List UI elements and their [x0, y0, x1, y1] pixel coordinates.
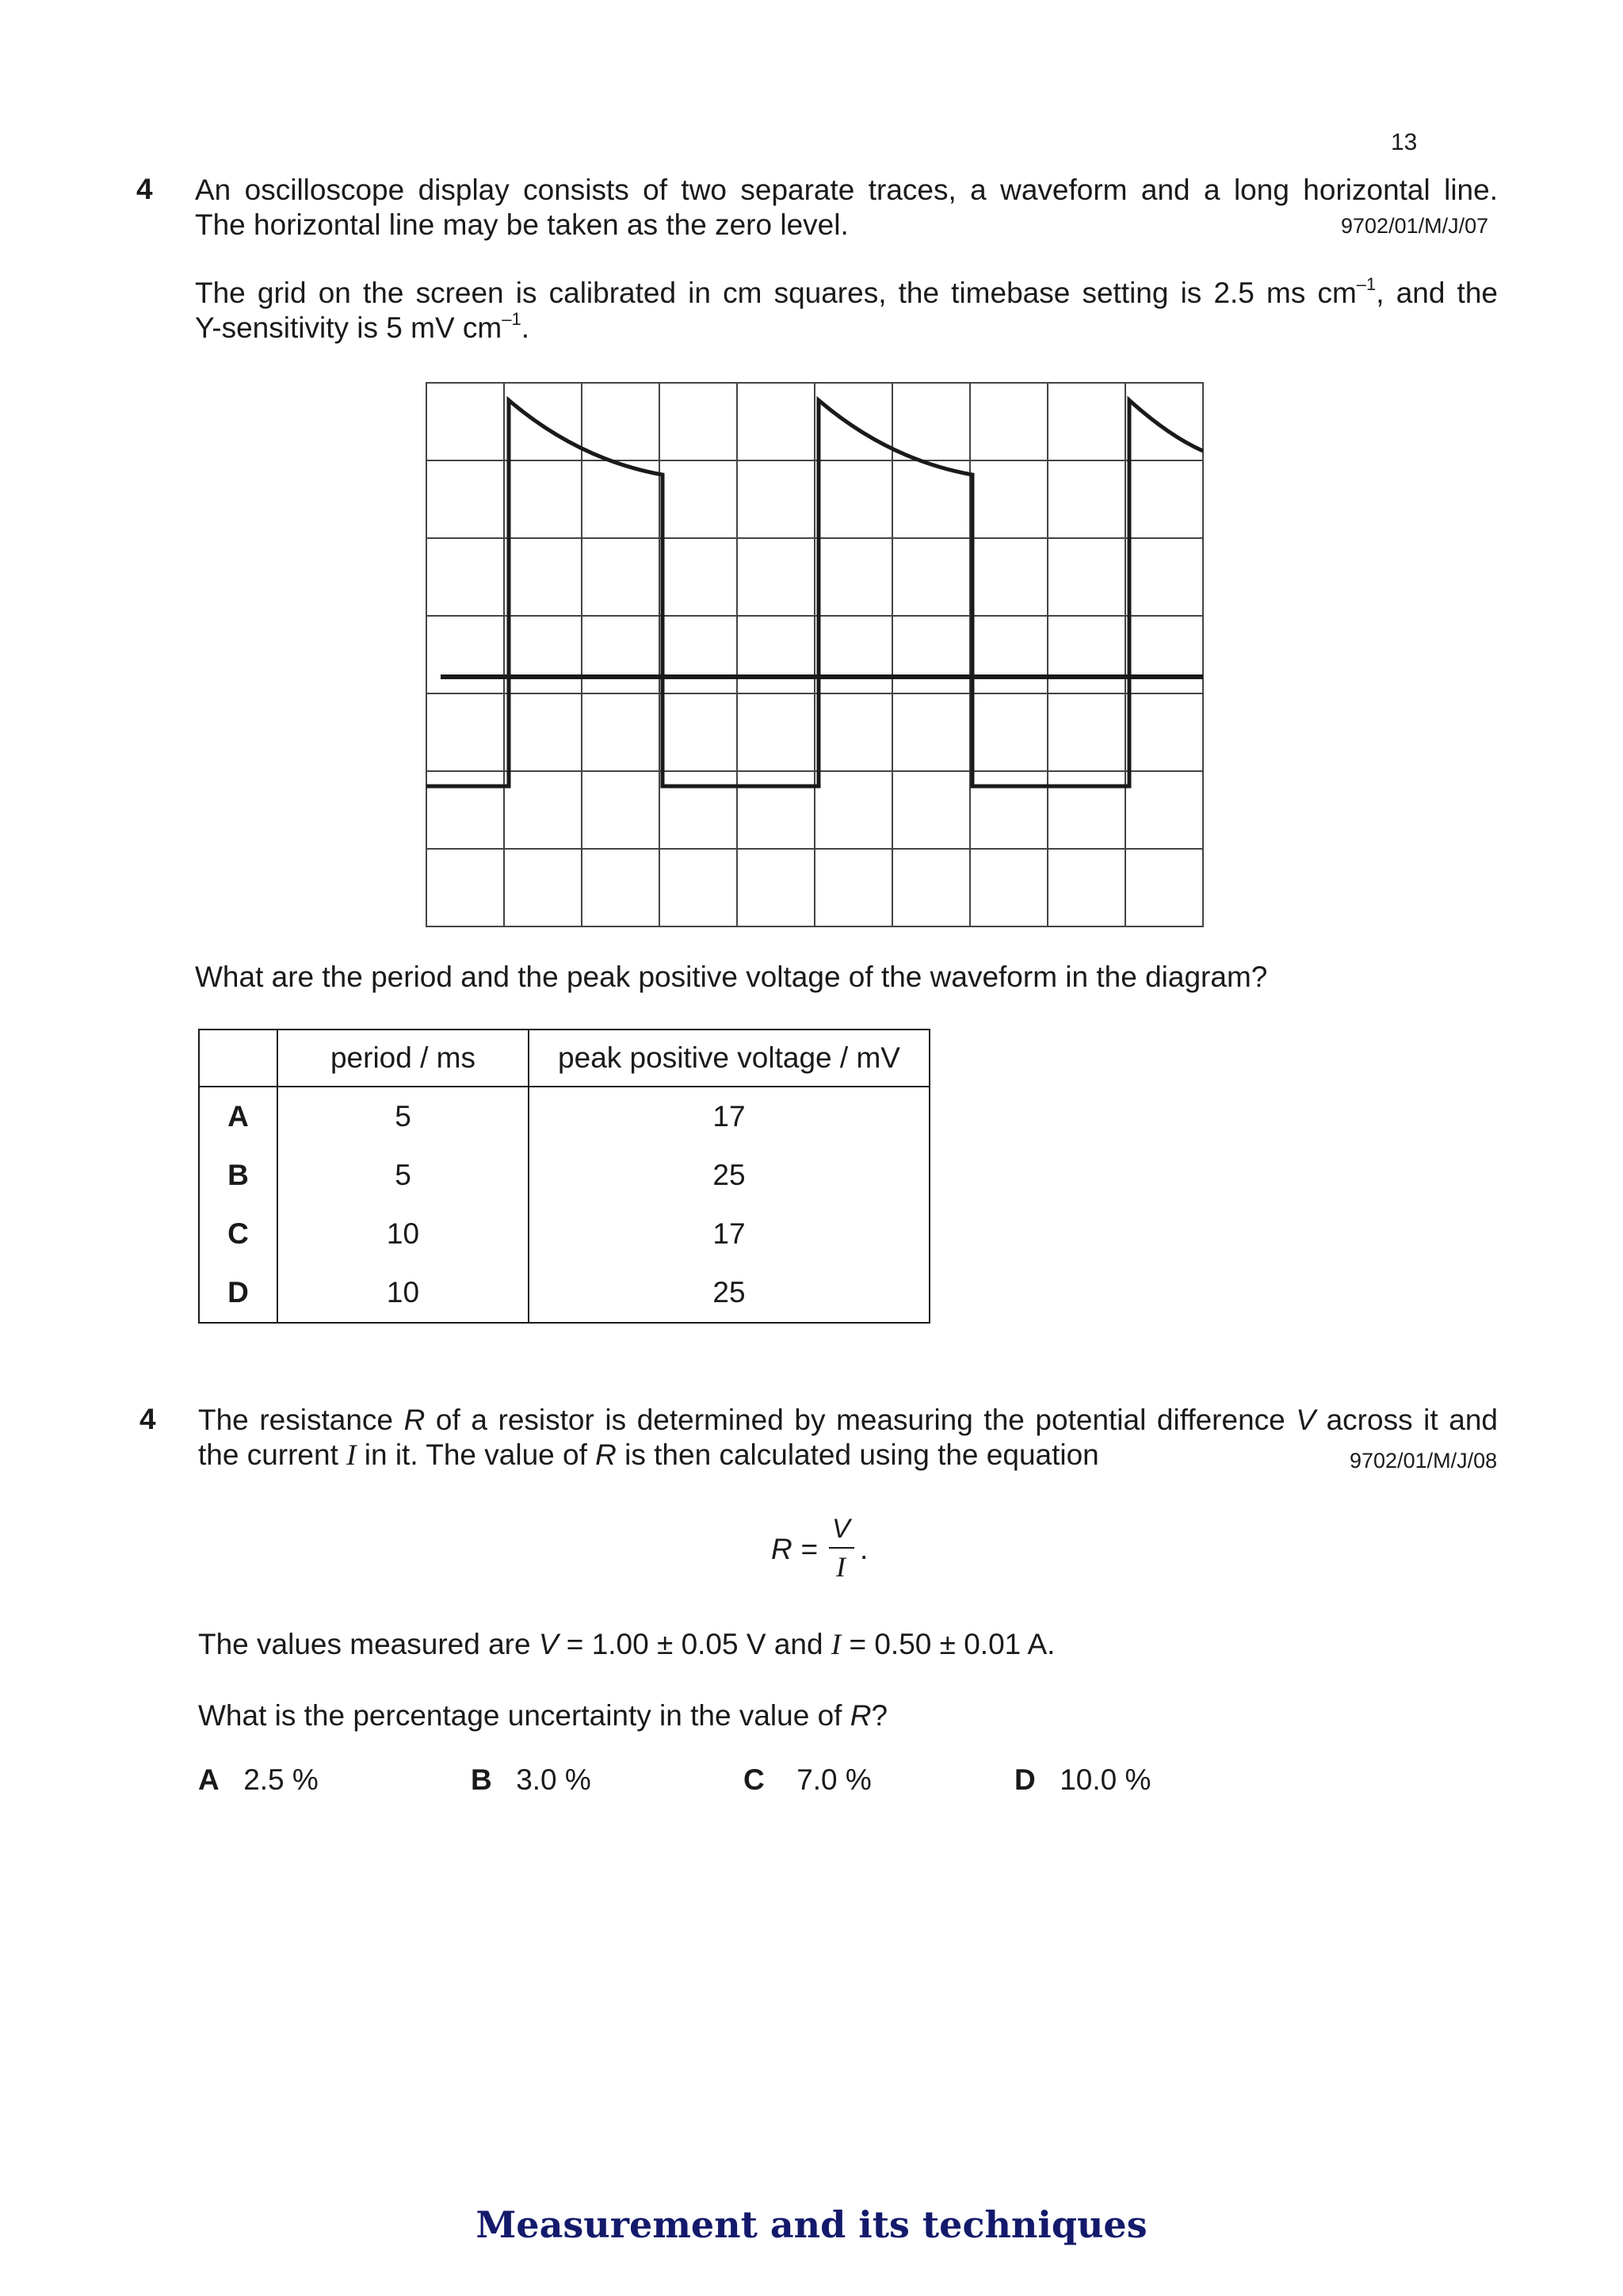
- question-prompt: What are the period and the peak positive voltage of the waveform in the diagram?: [195, 961, 1268, 993]
- question-text-line: The resistance R of a resistor is determined by measuring the potential difference V across it and: [198, 1404, 1498, 1436]
- table-header: period / ms: [277, 1030, 529, 1087]
- answer-value: 10.0 %: [1060, 1763, 1151, 1796]
- answer-option-a: [198, 1763, 319, 1797]
- option-period: 5: [277, 1146, 529, 1205]
- syllabus-reference: 9702/01/M/J/08: [1350, 1449, 1498, 1473]
- question-text-line: An oscilloscope display consists of two separate traces, a waveform and a long horizontal line.: [195, 174, 1498, 206]
- answer-value: 2.5 %: [243, 1763, 319, 1796]
- answer-letter: D: [1014, 1763, 1036, 1796]
- answer-option-d: [1014, 1763, 1151, 1797]
- table-row: [199, 1263, 930, 1323]
- page-number: 13: [1391, 129, 1418, 155]
- oscilloscope-screen: [420, 376, 1209, 931]
- table-header: peak positive voltage / mV: [529, 1030, 930, 1087]
- option-period: 10: [277, 1263, 529, 1323]
- equation-numerator: V: [832, 1514, 850, 1544]
- option-letter: C: [199, 1205, 277, 1263]
- calibration-text-line: The grid on the screen is calibrated in cm squares, the timebase setting is 2.5 ms $cm^{-1}$, and the: [195, 273, 1498, 309]
- answer-letter: A: [198, 1763, 220, 1796]
- option-period: 5: [277, 1087, 529, 1146]
- measured-values: The values measured are V = 1.00 ± 0.05 V and I = 0.50 ± 0.01 A.: [198, 1628, 1056, 1661]
- answer-option-b: [471, 1763, 591, 1797]
- table-row: [199, 1146, 930, 1205]
- equation-denominator: I: [836, 1551, 846, 1583]
- option-letter: B: [199, 1146, 277, 1205]
- option-letter: A: [199, 1087, 277, 1146]
- table-header: [199, 1030, 277, 1087]
- table-row: [199, 1205, 930, 1263]
- option-letter: D: [199, 1263, 277, 1323]
- option-voltage: 25: [529, 1146, 930, 1205]
- option-voltage: 17: [529, 1205, 930, 1263]
- equation-lhs: R =: [771, 1533, 818, 1565]
- question-number: 4: [136, 173, 153, 205]
- equation: [769, 1515, 896, 1587]
- answer-letter: B: [471, 1763, 492, 1796]
- table-row: [199, 1087, 930, 1146]
- question-text-line: The horizontal line may be taken as the zero level.: [195, 208, 849, 241]
- calibration-text-line: Y-sensitivity is 5 mV $cm^{-1}$.: [195, 308, 529, 344]
- footer-title: Measurement and its techniques: [475, 2203, 1148, 2246]
- grid: [426, 383, 1203, 926]
- answer-value: 7.0 %: [796, 1763, 872, 1796]
- option-voltage: 17: [529, 1087, 930, 1146]
- option-period: 10: [277, 1205, 529, 1263]
- question-prompt: What is the percentage uncertainty in the value of R?: [198, 1699, 888, 1732]
- question-number: 4: [139, 1403, 156, 1435]
- answer-letter: C: [743, 1763, 765, 1796]
- question-text-line: the current I in it. The value of R is then calculated using the equation: [198, 1438, 1099, 1472]
- option-voltage: 25: [529, 1263, 930, 1323]
- answer-value: 3.0 %: [516, 1763, 591, 1796]
- syllabus-reference: 9702/01/M/J/07: [1341, 214, 1489, 238]
- fraction-bar: [829, 1547, 854, 1549]
- answer-option-c: [743, 1763, 872, 1797]
- equation-period: .: [860, 1533, 869, 1565]
- table-header-row: [199, 1030, 930, 1087]
- options-table: [198, 1029, 930, 1324]
